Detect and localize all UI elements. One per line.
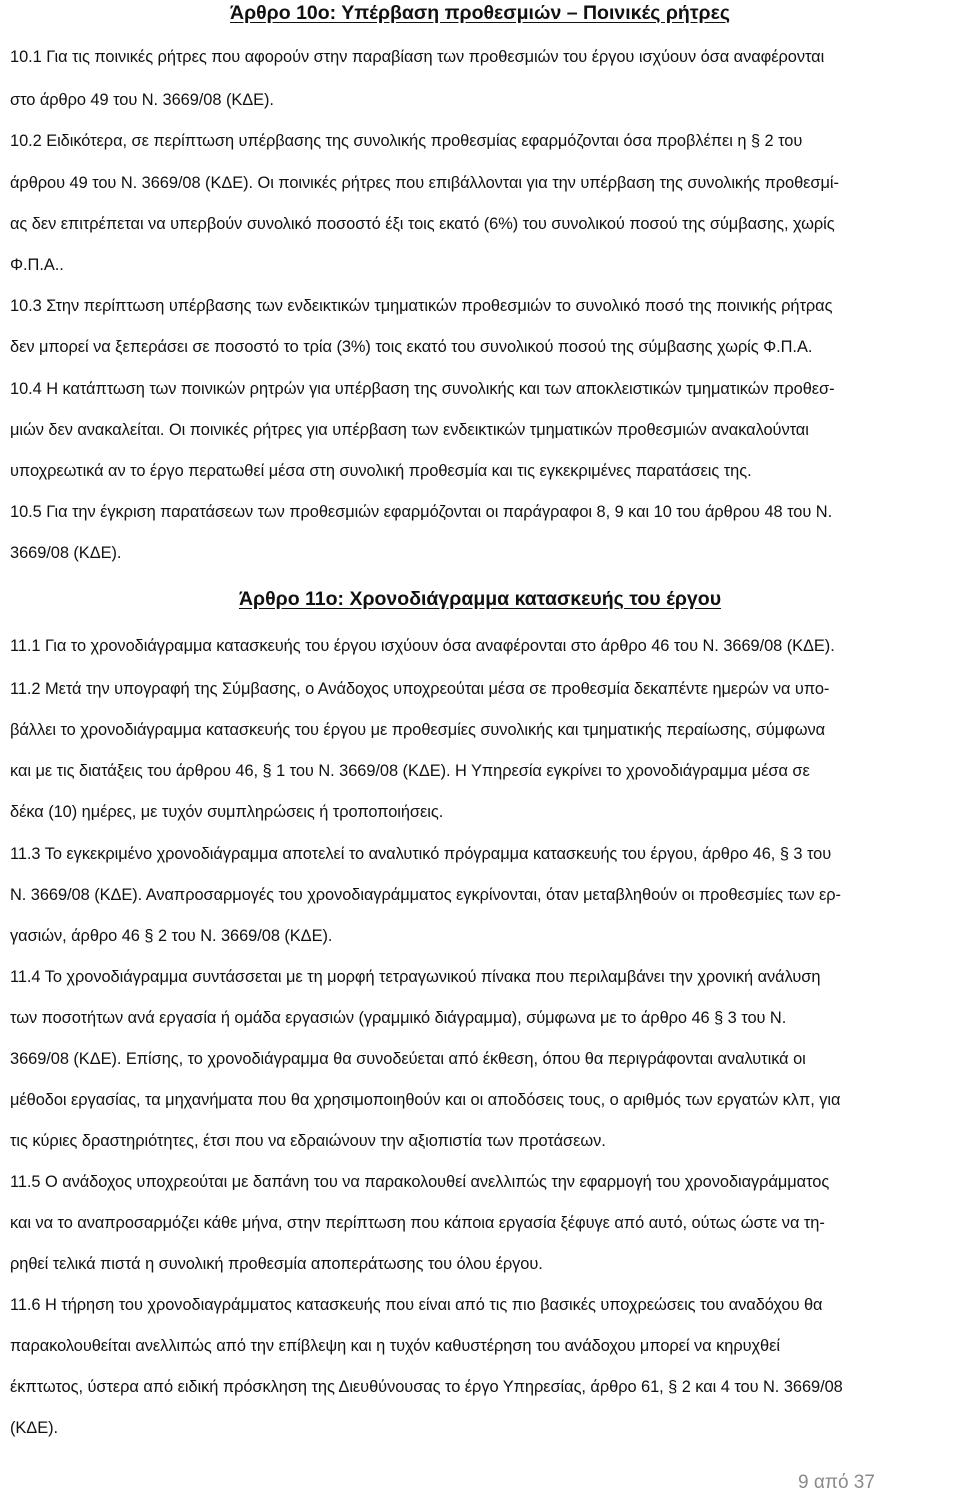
paragraph-line: έκπτωτος, ύστερα από ειδική πρόσκληση της Διευθύνουσας το έργο Υπηρεσίας, άρθρο 61, § 2 και 4 του Ν. 3669/08 [10,1378,843,1396]
paragraph-line: δεν μπορεί να ξεπεράσει σε ποσοστό το τρία (3%) τοις εκατό του συνολικού ποσού της σύμβασης χωρίς Φ.Π.Α. [10,338,813,356]
paragraph-line: 11.2 Μετά την υπογραφή της Σύμβασης, ο Ανάδοχος υποχρεούται μέσα σε προθεσμία δεκαπέντε ημερών να υπο- [10,680,830,698]
paragraph-line: 3669/08 (ΚΔΕ). Επίσης, το χρονοδιάγραμμα θα συνοδεύεται από έκθεση, όπου θα περιγράφονται αναλυτικά οι [10,1050,806,1068]
paragraph-line: 10.1 Για τις ποινικές ρήτρες που αφορούν στην παραβίαση των προθεσμιών του έργου ισχύουν όσα αναφέρονται [10,48,825,66]
paragraph-line: τις κύριες δραστηριότητες, έτσι που να εδραιώνουν την αξιοπιστία των προτάσεων. [10,1132,606,1150]
paragraph-line: 11.3 Το εγκεκριμένο χρονοδιάγραμμα αποτελεί το αναλυτικό πρόγραμμα κατασκευής του έργου, άρθρο 46, § 3 του [10,845,832,863]
paragraph-line: μέθοδοι εργασίας, τα μηχανήματα που θα χρησιμοποιηθούν και οι αποδόσεις τους, ο αριθμός των εργατών κλπ, για [10,1091,841,1109]
article-11-heading: Άρθρο 11ο: Χρονοδιάγραμμα κατασκευής του έργου [238,588,722,610]
paragraph-line: άρθρου 49 του Ν. 3669/08 (ΚΔΕ). Οι ποινικές ρήτρες που επιβάλλονται για την υπέρβαση της συνολικής προθεσμί- [10,174,839,192]
paragraph-line: Ν. 3669/08 (ΚΔΕ). Αναπροσαρμογές του χρονοδιαγράμματος εγκρίνονται, όταν μεταβληθούν οι προθεσμίες των ερ- [10,886,841,904]
paragraph-line: παρακολουθείται ανελλιπώς από την επίβλεψη και η τυχόν καθυστέρηση του ανάδοχου μπορεί να κηρυχθεί [10,1337,780,1355]
paragraph-line: 3669/08 (ΚΔΕ). [10,544,122,562]
paragraph-line: γασιών, άρθρο 46 § 2 του Ν. 3669/08 (ΚΔΕ). [10,927,333,945]
paragraph-line: και να το αναπροσαρμόζει κάθε μήνα, στην περίπτωση που κάποια εργασία ξέφυγε από αυτό, ούτως ώστε να τη- [10,1214,825,1232]
paragraph-line: Φ.Π.Α.. [10,256,64,274]
paragraph-line: ρηθεί τελικά πιστά η συνολική προθεσμία αποπεράτωσης του όλου έργου. [10,1255,543,1273]
paragraph-line: ας δεν επιτρέπεται να υπερβούν συνολικό ποσοστό έξι τοις εκατό (6%) του συνολικού ποσού της σύμβασης, χωρίς [10,215,835,233]
paragraph-line: υποχρεωτικά αν το έργο περατωθεί μέσα στη συνολική προθεσμία και τις εγκεκριμένες παρατάσεις της. [10,462,752,480]
paragraph-line: 11.1 Για το χρονοδιάγραμμα κατασκευής του έργου ισχύουν όσα αναφέρονται στο άρθρο 46 του Ν. 3669/08 (ΚΔΕ). [10,637,835,655]
paragraph-line: βάλλει το χρονοδιάγραμμα κατασκευής του έργου με προθεσμίες συνολικής και τμηματικής περαίωσης, σύμφωνα [10,721,826,739]
page-number: 9 από 37 [798,1472,875,1493]
article-10-heading: Άρθρο 10ο: Υπέρβαση προθεσμιών – Ποινικές ρήτρες [229,2,731,24]
paragraph-line: 10.2 Ειδικότερα, σε περίπτωση υπέρβασης της συνολικής προθεσμίας εφαρμόζονται όσα προβλέπει η § 2 του [10,132,803,150]
paragraph-line: δέκα (10) ημέρες, με τυχόν συμπληρώσεις ή τροποποιήσεις. [10,803,444,821]
paragraph-line: μιών δεν ανακαλείται. Οι ποινικές ρήτρες για υπέρβαση των ενδεικτικών τμηματικών προθεσμιών ανακαλούνται [10,421,809,439]
paragraph-line: (ΚΔΕ). [10,1419,58,1437]
paragraph-line: 10.3 Στην περίπτωση υπέρβασης των ενδεικτικών τμηματικών προθεσμιών το συνολικό ποσό της ποινικής ρήτρας [10,297,833,315]
paragraph-line: 10.4 Η κατάπτωση των ποινικών ρητρών για υπέρβαση της συνολικής και των αποκλειστικών τμηματικών προθεσ- [10,380,835,398]
paragraph-line: 11.5 Ο ανάδοχος υποχρεούται με δαπάνη του να παρακολουθεί ανελλιπώς την εφαρμογή του χρονοδιαγράμματος [10,1173,830,1191]
paragraph-line: και με τις διατάξεις του άρθρου 46, § 1 του Ν. 3669/08 (ΚΔΕ). Η Υπηρεσία εγκρίνει το χρονοδιάγραμμα μέσα σε [10,762,810,780]
paragraph-line: 10.5 Για την έγκριση παρατάσεων των προθεσμιών εφαρμόζονται οι παράγραφοι 8, 9 και 10 του άρθρου 48 του Ν. [10,503,833,521]
paragraph-line: στο άρθρο 49 του Ν. 3669/08 (ΚΔΕ). [10,91,274,109]
paragraph-line: 11.6 Η τήρηση του χρονοδιαγράμματος κατασκευής που είναι από τις πιο βασικές υποχρεώσεις του αναδόχου θα [10,1296,823,1314]
paragraph-line: των ποσοτήτων ανά εργασία ή ομάδα εργασιών (γραμμικό διάγραμμα), σύμφωνα με το άρθρο 46 § 3 του Ν. [10,1009,787,1027]
paragraph-line: 11.4 Το χρονοδιάγραμμα συντάσσεται με τη μορφή τετραγωνικού πίνακα που περιλαμβάνει την χρονική ανάλυση [10,968,821,986]
